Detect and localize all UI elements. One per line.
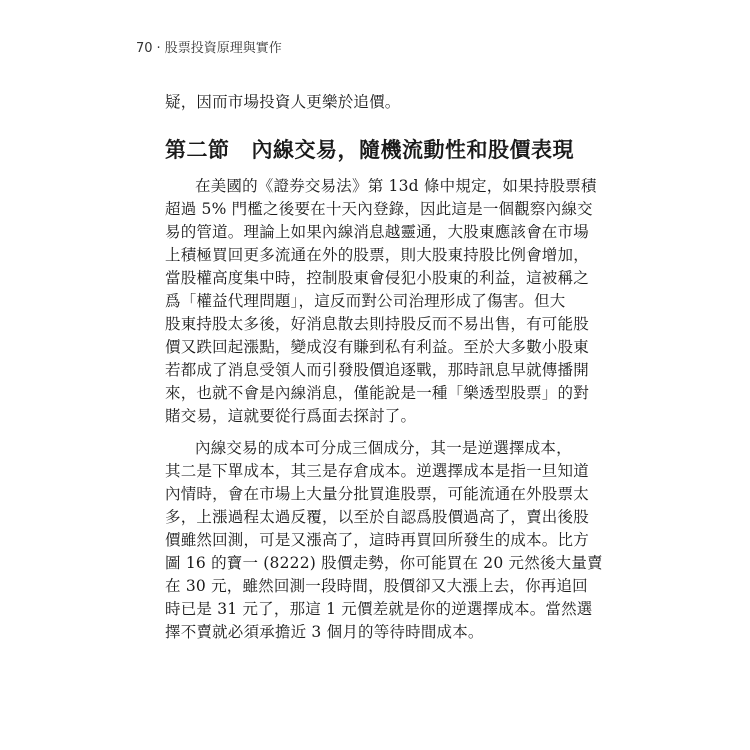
- paragraph-line: 內線交易的成本可分成三個成分，其一是逆選擇成本，: [195, 439, 572, 457]
- paragraph-line: 賭交易，這就要從行爲面去探討了。: [165, 407, 417, 425]
- paragraph-line: 在 30 元，雖然回測一段時間，股價卻又大漲上去，你再追回: [165, 577, 588, 595]
- header-separator: ·: [156, 41, 161, 56]
- paragraph-line: 內情時，會在市場上大量分批買進股票，可能流通在外股票太: [165, 485, 589, 503]
- paragraph-line: 多，上漲過程太過反覆，以至於自認爲股價過高了，賣出後股: [165, 508, 589, 526]
- page-number: 70: [136, 41, 153, 56]
- section-title: 內線交易，隨機流動性和股價表現: [251, 137, 574, 162]
- running-header: [136, 37, 282, 56]
- paragraph-line: 價雖然回測，可是又漲高了，這時再買回所發生的成本。比方: [165, 531, 589, 549]
- paragraph-line: 超過 5% 門檻之後要在十天內登錄，因此這是一個觀察內線交: [165, 200, 593, 218]
- paragraph-line: 易的管道。理論上如果內線消息越靈通，大股東應該會在市場: [165, 223, 589, 241]
- paragraph-line: 上積極買回更多流通在外的股票，則大股東持股比例會增加，: [165, 246, 589, 264]
- paragraph-line: 其二是下單成本，其三是存倉成本。逆選擇成本是指一旦知道: [165, 462, 589, 480]
- section-heading: [165, 134, 574, 164]
- book-title: 股票投資原理與實作: [164, 41, 282, 56]
- paragraph-line: 來，也就不會是內線消息，僅能說是一種「樂透型股票」的對: [165, 384, 589, 402]
- paragraph-line: 在美國的《證券交易法》第 13d 條中規定，如果持股票積: [195, 177, 597, 195]
- section-number: 第二節: [165, 137, 230, 162]
- paragraph-line: 時已是 31 元了，那這 1 元價差就是你的逆選擇成本。當然選: [165, 600, 593, 618]
- paragraph-line: 若都成了消息受領人而引發股價追逐戰，那時訊息早就傳播開: [165, 361, 589, 379]
- paragraph-line: 價又跌回起漲點，變成沒有賺到私有利益。至於大多數小股東: [165, 338, 589, 356]
- paragraph-line: 擇不賣就必須承擔近 3 個月的等待時間成本。: [165, 623, 484, 641]
- paragraph-line: 股東持股太多後，好消息散去則持股反而不易出售，有可能股: [165, 315, 589, 333]
- paragraph-line: 圖 16 的寶一 (8222) 股價走勢，你可能買在 20 元然後大量賣: [165, 554, 603, 572]
- paragraph-line: 爲「權益代理問題」，這反而對公司治理形成了傷害。但大: [165, 292, 566, 310]
- opening-line: 疑，因而市場投資人更樂於追價。: [165, 93, 401, 111]
- paragraph-line: 當股權高度集中時，控制股東會侵犯小股東的利益，這被稱之: [165, 269, 589, 287]
